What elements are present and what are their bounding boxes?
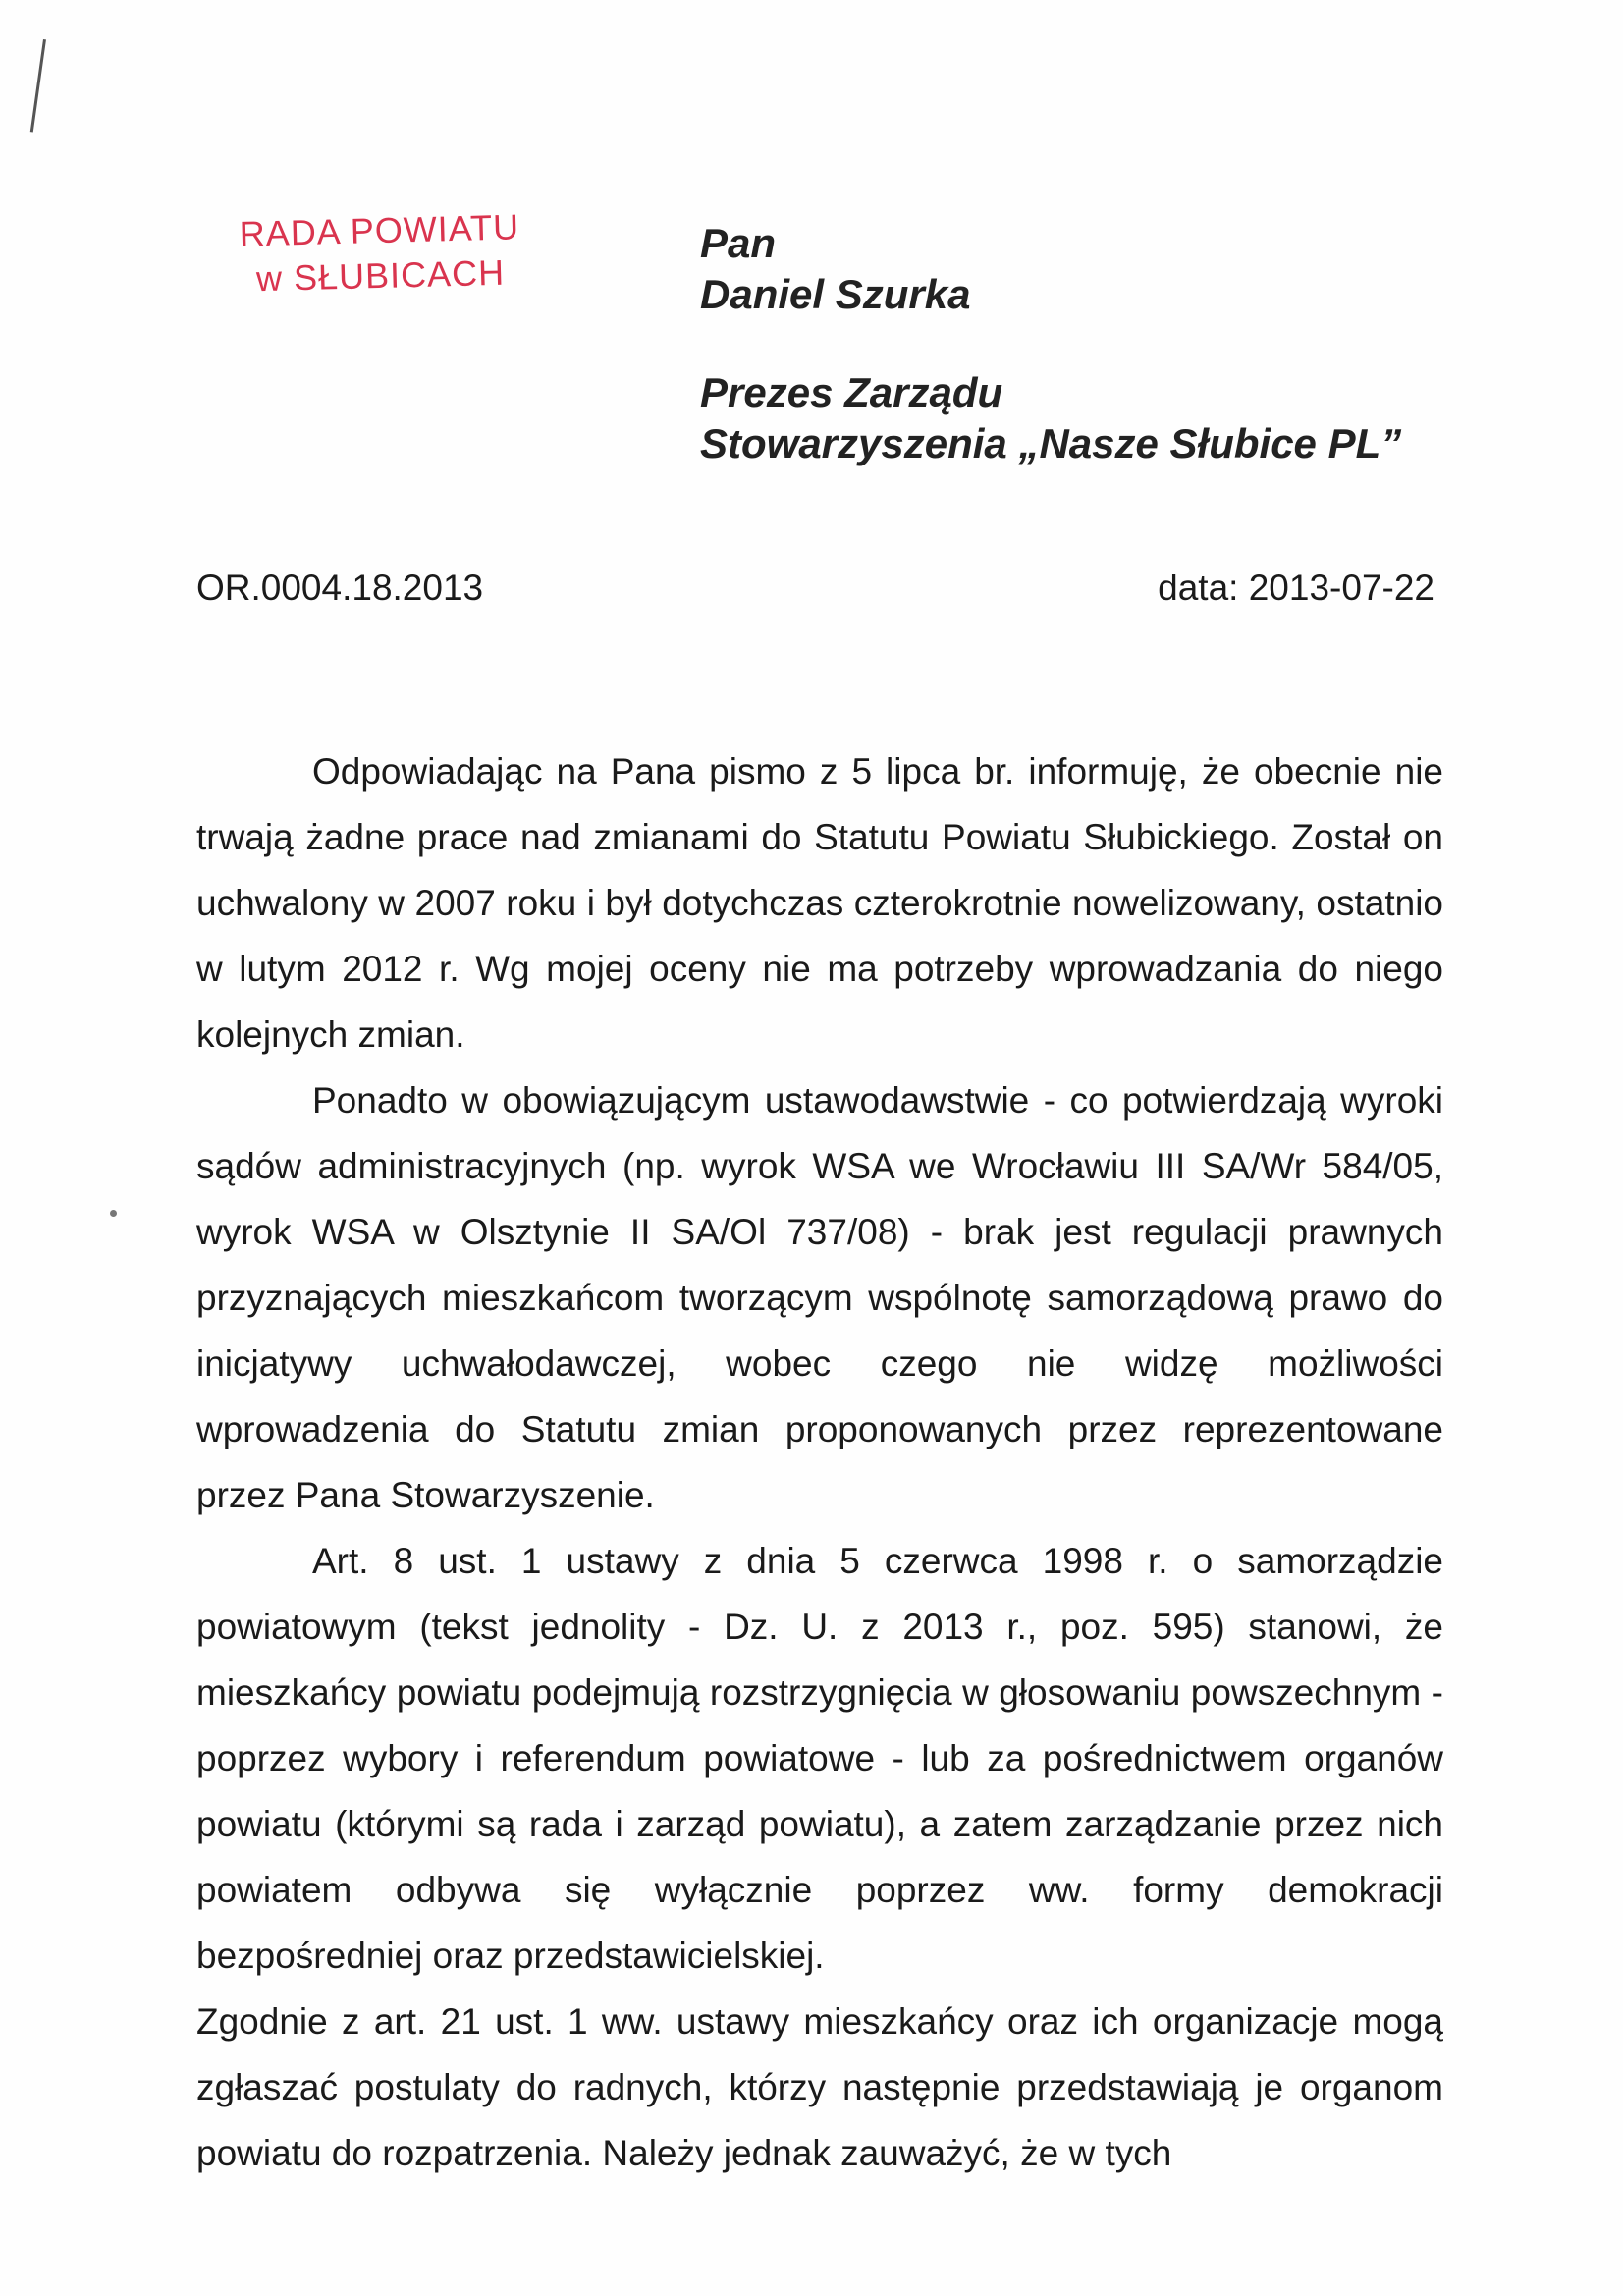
- paragraph-1: Odpowiadając na Pana pismo z 5 lipca br. informuję, że obecnie nie trwają żadne prace nad zmianami do Statutu Powiatu Słubickiego. Został on uchwalony w 2007 roku i był dotychczas czterokrotnie nowelizowany, ostatnio w lutym 2012 r. Wg mojej oceny nie ma potrzeby wprowadzania do niego kolejnych zmian.: [196, 751, 1443, 1055]
- paragraph-4: Zgodnie z art. 21 ust. 1 ww. ustawy mieszkańcy oraz ich organizacje mogą zgłaszać postulaty do radnych, którzy następnie przedstawiają je organom powiatu do rozpatrzenia. Należy jednak zauważyć, że w tych: [196, 2001, 1443, 2173]
- reference-number: OR.0004.18.2013: [196, 568, 484, 608]
- stamp-line-2: w SŁUBICACH: [255, 251, 506, 300]
- stamp-line-1: RADA POWIATU: [239, 206, 520, 254]
- addressee-organization: Stowarzyszenia „Nasze Słubice PL”: [700, 420, 1402, 466]
- scan-speck: [110, 1210, 117, 1217]
- letter-date: data: 2013-07-22: [1158, 568, 1434, 608]
- council-stamp: [227, 204, 533, 302]
- addressee-salutation: Pan: [700, 220, 777, 266]
- addressee-title: Prezes Zarządu: [700, 369, 1003, 415]
- letter-body: [196, 738, 1443, 2186]
- addressee-name: Daniel Szurka: [700, 271, 971, 317]
- margin-pen-mark: [30, 39, 46, 132]
- paragraph-2: Ponadto w obowiązującym ustawodawstwie - co potwierdzają wyroki sądów administracyjnych (np. wyrok WSA we Wrocławiu III SA/Wr 584/05, wyrok WSA w Olsztynie II SA/Ol 737/08) - brak jest regulacji prawnych przyznających mieszkańcom tworzącym wspólnotę samorządową prawo do inicjatywy uchwałodawczej, wobec czego nie widzę możliwości wprowadzenia do Statutu zmian proponowanych przez reprezentowane przez Pana Stowarzyszenie.: [196, 1080, 1443, 1515]
- paragraph-3: Art. 8 ust. 1 ustawy z dnia 5 czerwca 1998 r. o samorządzie powiatowym (tekst jednolity - Dz. U. z 2013 r., poz. 595) stanowi, że mieszkańcy powiatu podejmują rozstrzygnięcia w głosowaniu powszechnym - poprzez wybory i referendum powiatowe - lub za pośrednictwem organów powiatu (którymi są rada i zarząd powiatu), a zatem zarządzanie przez nich powiatem odbywa się wyłącznie poprzez ww. formy demokracji bezpośredniej oraz przedstawicielskiej.: [196, 1541, 1443, 1976]
- addressee-block: [700, 218, 1401, 469]
